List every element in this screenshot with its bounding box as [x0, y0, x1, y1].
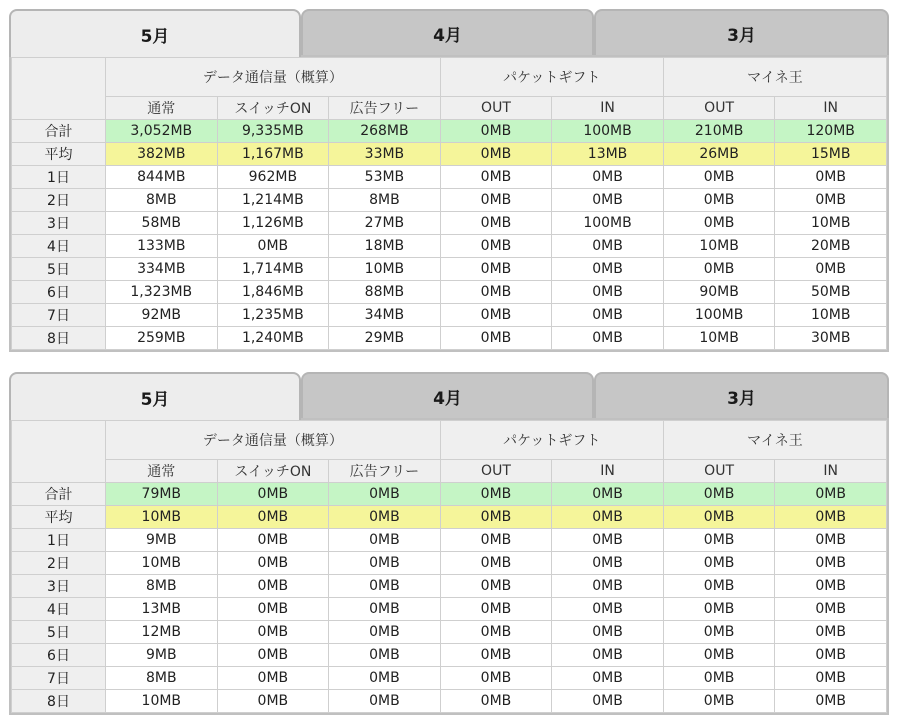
column-header: IN: [775, 460, 887, 483]
usage-cell: 0MB: [440, 575, 552, 598]
usage-cell: 268MB: [329, 120, 441, 143]
row-label: 1日: [12, 529, 106, 552]
usage-cell: 10MB: [775, 212, 887, 235]
day-row: [12, 281, 887, 304]
column-header: 広告フリー: [329, 460, 441, 483]
usage-cell: 0MB: [329, 644, 441, 667]
average-row: [12, 143, 887, 166]
usage-cell: 0MB: [440, 667, 552, 690]
day-row: [12, 598, 887, 621]
column-header-row: [12, 460, 887, 483]
group-header: パケットギフト: [440, 58, 663, 97]
day-row: [12, 327, 887, 350]
usage-cell: 0MB: [440, 120, 552, 143]
usage-cell: 133MB: [106, 235, 218, 258]
usage-cell: 0MB: [775, 575, 887, 598]
usage-cell: 0MB: [552, 690, 664, 713]
tab-month-1[interactable]: 4月: [301, 372, 594, 418]
usage-cell: 3,052MB: [106, 120, 218, 143]
row-label: 平均: [12, 506, 106, 529]
usage-cell: 88MB: [329, 281, 441, 304]
usage-cell: 0MB: [440, 621, 552, 644]
usage-cell: 90MB: [663, 281, 775, 304]
usage-cell: 0MB: [775, 598, 887, 621]
column-header: 通常: [106, 460, 218, 483]
usage-cell: 0MB: [552, 258, 664, 281]
column-header: スイッチON: [217, 97, 329, 120]
row-label: 7日: [12, 667, 106, 690]
usage-cell: 12MB: [106, 621, 218, 644]
row-label: 6日: [12, 281, 106, 304]
day-row: [12, 667, 887, 690]
row-label: 5日: [12, 621, 106, 644]
usage-cell: 0MB: [552, 552, 664, 575]
month-tabs: [9, 372, 889, 418]
usage-cell: 0MB: [217, 483, 329, 506]
usage-cell: 10MB: [106, 552, 218, 575]
usage-cell: 0MB: [329, 621, 441, 644]
row-label: 2日: [12, 189, 106, 212]
usage-cell: 0MB: [440, 598, 552, 621]
usage-cell: 30MB: [775, 327, 887, 350]
day-row: [12, 235, 887, 258]
usage-cell: 9MB: [106, 644, 218, 667]
usage-cell: 0MB: [552, 281, 664, 304]
usage-cell: 0MB: [663, 483, 775, 506]
usage-cell: 0MB: [440, 529, 552, 552]
usage-cell: 0MB: [440, 483, 552, 506]
day-row: [12, 621, 887, 644]
row-label: 2日: [12, 552, 106, 575]
column-header: OUT: [440, 97, 552, 120]
usage-cell: 1,235MB: [217, 304, 329, 327]
day-row: [12, 552, 887, 575]
usage-cell: 26MB: [663, 143, 775, 166]
tab-month-2[interactable]: 3月: [594, 372, 889, 418]
usage-cell: 0MB: [217, 575, 329, 598]
day-row: [12, 575, 887, 598]
column-header: IN: [552, 97, 664, 120]
row-label: 3日: [12, 575, 106, 598]
usage-cell: 100MB: [552, 212, 664, 235]
usage-cell: 10MB: [106, 690, 218, 713]
usage-cell: 18MB: [329, 235, 441, 258]
column-header: スイッチON: [217, 460, 329, 483]
usage-cell: 1,240MB: [217, 327, 329, 350]
usage-cell: 13MB: [106, 598, 218, 621]
usage-cell: 50MB: [775, 281, 887, 304]
usage-cell: 0MB: [775, 552, 887, 575]
usage-cell: 0MB: [552, 189, 664, 212]
usage-cell: 0MB: [217, 529, 329, 552]
usage-cell: 0MB: [775, 506, 887, 529]
tab-month-0[interactable]: 5月: [9, 372, 301, 420]
usage-cell: 0MB: [663, 644, 775, 667]
usage-cell: 0MB: [775, 189, 887, 212]
usage-cell: 0MB: [217, 506, 329, 529]
row-label: 6日: [12, 644, 106, 667]
corner-cell: [12, 58, 106, 120]
usage-cell: 100MB: [663, 304, 775, 327]
usage-cell: 0MB: [552, 598, 664, 621]
group-header: データ通信量（概算）: [106, 421, 441, 460]
group-header: データ通信量（概算）: [106, 58, 441, 97]
column-header: OUT: [663, 97, 775, 120]
usage-panel-1: [9, 9, 889, 352]
usage-cell: 8MB: [106, 189, 218, 212]
usage-cell: 1,214MB: [217, 189, 329, 212]
usage-cell: 0MB: [775, 690, 887, 713]
day-row: [12, 212, 887, 235]
usage-cell: 0MB: [329, 552, 441, 575]
usage-cell: 0MB: [663, 621, 775, 644]
row-label: 1日: [12, 166, 106, 189]
usage-cell: 844MB: [106, 166, 218, 189]
usage-cell: 0MB: [440, 644, 552, 667]
usage-cell: 0MB: [775, 166, 887, 189]
usage-cell: 0MB: [440, 143, 552, 166]
row-label: 合計: [12, 483, 106, 506]
row-label: 7日: [12, 304, 106, 327]
column-header: 通常: [106, 97, 218, 120]
corner-cell: [12, 421, 106, 483]
usage-cell: 0MB: [440, 212, 552, 235]
usage-cell: 0MB: [663, 552, 775, 575]
usage-cell: 0MB: [552, 644, 664, 667]
usage-cell: 10MB: [106, 506, 218, 529]
usage-cell: 29MB: [329, 327, 441, 350]
usage-cell: 0MB: [217, 235, 329, 258]
group-header-row: [12, 58, 887, 97]
usage-cell: 34MB: [329, 304, 441, 327]
usage-cell: 10MB: [663, 327, 775, 350]
usage-cell: 0MB: [217, 552, 329, 575]
day-row: [12, 258, 887, 281]
usage-cell: 1,167MB: [217, 143, 329, 166]
usage-cell: 0MB: [440, 327, 552, 350]
usage-cell: 8MB: [329, 189, 441, 212]
usage-cell: 210MB: [663, 120, 775, 143]
average-row: [12, 506, 887, 529]
usage-cell: 13MB: [552, 143, 664, 166]
group-header: マイネ王: [663, 58, 886, 97]
usage-cell: 1,846MB: [217, 281, 329, 304]
usage-cell: 58MB: [106, 212, 218, 235]
usage-cell: 10MB: [775, 304, 887, 327]
usage-cell: 0MB: [663, 598, 775, 621]
usage-cell: 0MB: [663, 667, 775, 690]
usage-cell: 0MB: [440, 235, 552, 258]
usage-cell: 79MB: [106, 483, 218, 506]
usage-cell: 8MB: [106, 667, 218, 690]
usage-cell: 92MB: [106, 304, 218, 327]
usage-cell: 33MB: [329, 143, 441, 166]
column-header: 広告フリー: [329, 97, 441, 120]
usage-cell: 53MB: [329, 166, 441, 189]
usage-cell: 15MB: [775, 143, 887, 166]
usage-cell: 0MB: [552, 529, 664, 552]
usage-cell: 120MB: [775, 120, 887, 143]
usage-cell: 0MB: [552, 621, 664, 644]
usage-cell: 0MB: [663, 212, 775, 235]
usage-cell: 0MB: [663, 529, 775, 552]
tab-month-2[interactable]: 3月: [594, 9, 889, 55]
group-header: マイネ王: [663, 421, 886, 460]
usage-cell: 10MB: [663, 235, 775, 258]
row-label: 4日: [12, 598, 106, 621]
day-row: [12, 644, 887, 667]
usage-cell: 0MB: [329, 690, 441, 713]
usage-cell: 8MB: [106, 575, 218, 598]
column-header: OUT: [663, 460, 775, 483]
column-header: OUT: [440, 460, 552, 483]
total-row: [12, 483, 887, 506]
usage-cell: 0MB: [552, 327, 664, 350]
column-header: IN: [775, 97, 887, 120]
usage-cell: 0MB: [663, 575, 775, 598]
usage-cell: 0MB: [440, 304, 552, 327]
usage-cell: 0MB: [217, 621, 329, 644]
usage-cell: 0MB: [440, 166, 552, 189]
usage-cell: 0MB: [217, 598, 329, 621]
column-header: IN: [552, 460, 664, 483]
usage-table-wrap: [9, 55, 889, 352]
row-label: 3日: [12, 212, 106, 235]
usage-cell: 0MB: [217, 690, 329, 713]
usage-cell: 0MB: [663, 258, 775, 281]
row-label: 8日: [12, 327, 106, 350]
usage-cell: 0MB: [329, 667, 441, 690]
row-label: 平均: [12, 143, 106, 166]
usage-cell: 1,323MB: [106, 281, 218, 304]
usage-cell: 0MB: [217, 667, 329, 690]
usage-cell: 259MB: [106, 327, 218, 350]
usage-cell: 0MB: [329, 529, 441, 552]
usage-table: [11, 420, 887, 713]
usage-panel-2: [9, 372, 889, 715]
usage-cell: 0MB: [440, 552, 552, 575]
usage-table: [11, 57, 887, 350]
usage-cell: 962MB: [217, 166, 329, 189]
day-row: [12, 304, 887, 327]
tab-month-1[interactable]: 4月: [301, 9, 594, 55]
usage-cell: 20MB: [775, 235, 887, 258]
usage-cell: 0MB: [440, 690, 552, 713]
tab-month-0[interactable]: 5月: [9, 9, 301, 57]
usage-cell: 1,714MB: [217, 258, 329, 281]
usage-cell: 0MB: [217, 644, 329, 667]
day-row: [12, 189, 887, 212]
usage-cell: 334MB: [106, 258, 218, 281]
usage-cell: 0MB: [775, 667, 887, 690]
row-label: 8日: [12, 690, 106, 713]
usage-cell: 10MB: [329, 258, 441, 281]
usage-cell: 27MB: [329, 212, 441, 235]
usage-cell: 382MB: [106, 143, 218, 166]
group-header-row: [12, 421, 887, 460]
row-label: 合計: [12, 120, 106, 143]
usage-cell: 0MB: [552, 235, 664, 258]
usage-cell: 0MB: [663, 189, 775, 212]
usage-cell: 1,126MB: [217, 212, 329, 235]
usage-cell: 100MB: [552, 120, 664, 143]
usage-cell: 0MB: [440, 506, 552, 529]
usage-cell: 0MB: [329, 598, 441, 621]
usage-cell: 0MB: [552, 483, 664, 506]
total-row: [12, 120, 887, 143]
column-header-row: [12, 97, 887, 120]
usage-cell: 9MB: [106, 529, 218, 552]
month-tabs: [9, 9, 889, 55]
usage-cell: 0MB: [329, 506, 441, 529]
usage-table-wrap: [9, 418, 889, 715]
usage-cell: 0MB: [440, 189, 552, 212]
usage-cell: 0MB: [663, 506, 775, 529]
usage-cell: 0MB: [440, 281, 552, 304]
day-row: [12, 166, 887, 189]
usage-cell: 0MB: [329, 483, 441, 506]
usage-cell: 0MB: [552, 304, 664, 327]
usage-cell: 0MB: [440, 258, 552, 281]
group-header: パケットギフト: [440, 421, 663, 460]
usage-cell: 0MB: [329, 575, 441, 598]
usage-cell: 9,335MB: [217, 120, 329, 143]
usage-cell: 0MB: [775, 621, 887, 644]
usage-cell: 0MB: [663, 690, 775, 713]
day-row: [12, 529, 887, 552]
row-label: 5日: [12, 258, 106, 281]
usage-cell: 0MB: [775, 258, 887, 281]
usage-cell: 0MB: [552, 166, 664, 189]
usage-cell: 0MB: [775, 483, 887, 506]
usage-cell: 0MB: [775, 644, 887, 667]
row-label: 4日: [12, 235, 106, 258]
usage-cell: 0MB: [552, 667, 664, 690]
usage-cell: 0MB: [552, 506, 664, 529]
usage-cell: 0MB: [552, 575, 664, 598]
usage-cell: 0MB: [775, 529, 887, 552]
day-row: [12, 690, 887, 713]
usage-cell: 0MB: [663, 166, 775, 189]
